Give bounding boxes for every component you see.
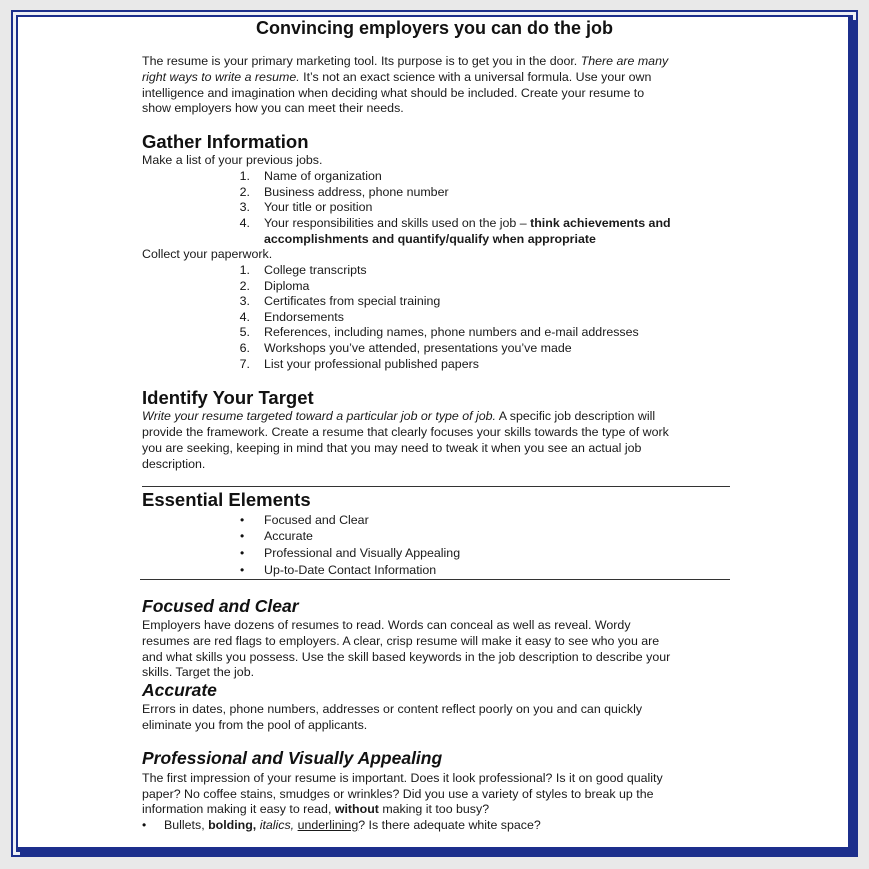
list-item: References, including names, phone numbers and e-mail addresses <box>264 325 639 339</box>
list-number: 5. <box>239 325 250 339</box>
list-item: Your title or position <box>264 200 373 214</box>
accurate-line-1: Errors in dates, phone numbers, addresses or content reflect poorly on you and can quickly <box>142 702 643 716</box>
professional-bullet <box>164 818 541 833</box>
list-item-text: Your responsibilities and skills used on the job – <box>264 216 531 230</box>
professional-line-2: paper? No coffee stains, smudges or wrinkles? Did you use a variety of styles to break up the <box>142 787 654 801</box>
professional-text: making it too busy? <box>378 802 490 816</box>
intro-line-3: intelligence and imagination when deciding what should be included. Create your resume to <box>142 86 645 100</box>
list-item <box>264 216 671 231</box>
list-number: 1. <box>239 169 250 183</box>
list-number: 1. <box>239 263 250 277</box>
essential-item: Accurate <box>264 529 313 543</box>
bullet-bold: bolding, <box>208 818 257 832</box>
section-heading-accurate: Accurate <box>142 680 217 700</box>
list-number: 3. <box>239 200 250 214</box>
bullet-underline: underlining <box>297 818 359 832</box>
list-item: List your professional published papers <box>264 357 479 371</box>
intro-text: It’s not an exact science with a universal formula. Use your own <box>299 70 652 84</box>
professional-line-1: The first impression of your resume is important. Does it look professional? Is it on good quality <box>142 771 663 785</box>
essential-item: Professional and Visually Appealing <box>264 546 461 560</box>
target-italic: Write your resume targeted toward a particular job or type of job. <box>142 409 496 423</box>
paperwork-intro: Collect your paperwork. <box>142 247 273 261</box>
intro-italic: right ways to write a resume. <box>142 70 300 84</box>
list-item: Certificates from special training <box>264 294 441 308</box>
essential-item: Up-to-Date Contact Information <box>264 563 437 577</box>
professional-text: information making it easy to read, <box>142 802 335 816</box>
document-title: Convincing employers you can do the job <box>255 18 614 38</box>
list-number: 6. <box>239 341 250 355</box>
essential-item: Focused and Clear <box>264 513 369 527</box>
list-number: 2. <box>239 185 250 199</box>
frame-shadow-bottom <box>20 852 857 856</box>
section-heading-essential: Essential Elements <box>142 489 311 510</box>
bullet-italic: italics, <box>259 818 295 832</box>
bullet-glyph: • <box>240 513 245 527</box>
list-item: Workshops you’ve attended, presentations you’ve made <box>264 341 572 355</box>
document-body <box>18 17 851 847</box>
focused-line-2: resumes are red flags to employers. A clear, crisp resume will make it easy to see who you are <box>142 634 660 648</box>
accurate-line-2: eliminate you from the pool of applicants. <box>142 718 368 732</box>
focused-line-1: Employers have dozens of resumes to read. Words can conceal as well as reveal. Wordy <box>142 618 631 632</box>
section-heading-focused: Focused and Clear <box>142 596 299 616</box>
list-item: Name of organization <box>264 169 382 183</box>
list-item-bold: accomplishments and quantify/qualify when appropriate <box>264 232 596 246</box>
essential-top-rule <box>142 486 730 487</box>
list-item: College transcripts <box>264 263 367 277</box>
intro-italic: There are many <box>580 54 669 68</box>
target-text: A specific job description will <box>496 409 656 423</box>
target-line-1 <box>142 409 655 424</box>
bullet-text: Bullets, <box>164 818 209 832</box>
list-number: 7. <box>239 357 250 371</box>
section-heading-target: Identify Your Target <box>142 387 314 408</box>
bullet-glyph: • <box>240 546 245 560</box>
list-item: Endorsements <box>264 310 344 324</box>
bullet-glyph: • <box>240 529 245 543</box>
list-item: Business address, phone number <box>264 185 449 199</box>
section-heading-gather: Gather Information <box>142 131 309 152</box>
list-number: 2. <box>239 279 250 293</box>
bullet-glyph: • <box>142 818 147 832</box>
focused-line-4: skills. Target the job. <box>142 665 255 679</box>
list-item: Diploma <box>264 279 310 293</box>
list-number: 4. <box>239 310 250 324</box>
intro-text: The resume is your primary marketing tool. Its purpose is to get you in the door. <box>142 54 581 68</box>
list-item-continued <box>264 232 596 247</box>
section-heading-professional: Professional and Visually Appealing <box>142 748 443 768</box>
jobs-intro: Make a list of your previous jobs. <box>142 153 323 167</box>
bullet-glyph: • <box>240 563 245 577</box>
list-number: 4. <box>239 216 250 230</box>
intro-line-4: show employers how you can meet their needs. <box>142 101 404 115</box>
target-line-3: you are seeking, keeping in mind that you may need to tweak it when you see an actual job <box>142 441 642 455</box>
intro-line-1 <box>142 54 668 69</box>
intro-line-2 <box>142 70 651 85</box>
frame-shadow-right <box>853 20 857 855</box>
document-page <box>16 15 853 852</box>
target-line-2: provide the framework. Create a resume that clearly focuses your skills towards the type of work <box>142 425 669 439</box>
bullet-text: ? Is there adequate white space? <box>358 818 541 832</box>
professional-bold: without <box>334 802 379 816</box>
essential-bottom-rule <box>140 579 730 580</box>
focused-line-3: and what skills you possess. Use the skill based keywords in the job description to describe your <box>142 650 671 664</box>
list-item-bold: think achievements and <box>530 216 671 230</box>
list-number: 3. <box>239 294 250 308</box>
professional-line-3 <box>142 802 489 817</box>
target-line-4: description. <box>142 457 206 471</box>
cut-off-shape <box>166 847 306 852</box>
